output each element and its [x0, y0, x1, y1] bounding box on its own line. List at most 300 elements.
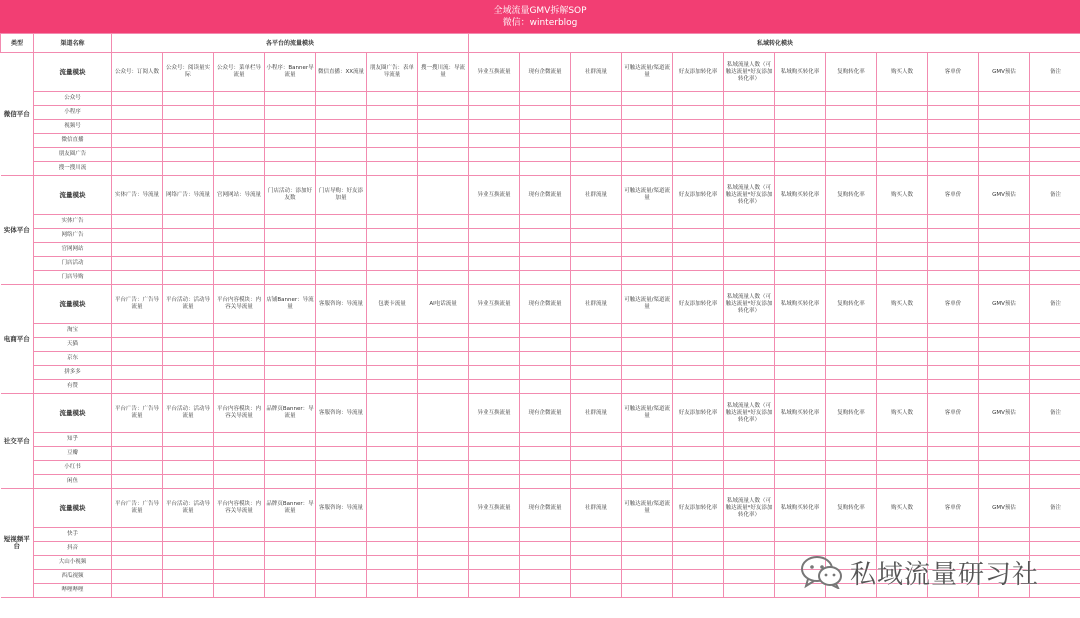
- empty-cell: [469, 461, 520, 475]
- empty-cell: [112, 120, 163, 134]
- channel-name: 天猫: [34, 338, 112, 352]
- empty-cell: [826, 324, 877, 338]
- empty-cell: [265, 528, 316, 542]
- empty-cell: [622, 148, 673, 162]
- empty-cell: [265, 556, 316, 570]
- empty-cell: [826, 106, 877, 120]
- private-col-cell: 可触达流量/渠道流量: [622, 394, 673, 433]
- header-private-modules: 私域转化模块: [469, 34, 1080, 53]
- empty-cell: [571, 243, 622, 257]
- empty-cell: [520, 570, 571, 584]
- wechat-icon: [800, 555, 844, 589]
- empty-cell: [1030, 433, 1080, 447]
- empty-cell: [571, 352, 622, 366]
- empty-cell: [775, 528, 826, 542]
- empty-cell: [418, 447, 469, 461]
- private-col-cell: 现有企微流量: [520, 176, 571, 215]
- empty-cell: [775, 447, 826, 461]
- empty-cell: [367, 584, 418, 598]
- empty-cell: [571, 148, 622, 162]
- empty-cell: [1030, 528, 1080, 542]
- empty-cell: [520, 324, 571, 338]
- empty-cell: [928, 447, 979, 461]
- empty-cell: [826, 92, 877, 106]
- empty-cell: [928, 366, 979, 380]
- empty-cell: [163, 528, 214, 542]
- empty-cell: [163, 447, 214, 461]
- empty-cell: [673, 229, 724, 243]
- empty-cell: [367, 447, 418, 461]
- empty-cell: [214, 528, 265, 542]
- empty-cell: [316, 257, 367, 271]
- empty-cell: [1030, 447, 1080, 461]
- empty-cell: [418, 338, 469, 352]
- empty-cell: [214, 134, 265, 148]
- empty-cell: [877, 106, 928, 120]
- empty-cell: [1030, 475, 1080, 489]
- empty-cell: [163, 380, 214, 394]
- empty-cell: [571, 528, 622, 542]
- empty-cell: [214, 120, 265, 134]
- channel-name: 微信直播: [34, 134, 112, 148]
- private-col-cell: 异业互换流量: [469, 394, 520, 433]
- empty-cell: [877, 120, 928, 134]
- empty-cell: [775, 271, 826, 285]
- empty-cell: [928, 162, 979, 176]
- empty-cell: [265, 352, 316, 366]
- empty-cell: [826, 461, 877, 475]
- empty-cell: [673, 584, 724, 598]
- header-type: 类型: [1, 34, 34, 53]
- empty-cell: [520, 352, 571, 366]
- empty-cell: [724, 461, 775, 475]
- channel-name: 有赞: [34, 380, 112, 394]
- private-col-cell: 现有企微流量: [520, 53, 571, 92]
- module-cell: 小程序：Banner导流量: [265, 53, 316, 92]
- empty-cell: [928, 352, 979, 366]
- module-cell: 朋友圈广告：表单导流量: [367, 53, 418, 92]
- empty-cell: [724, 366, 775, 380]
- private-col-cell: 私域流量人数（可触达流量*好友添加转化率）: [724, 285, 775, 324]
- empty-cell: [520, 433, 571, 447]
- private-col-cell: 异业互换流量: [469, 176, 520, 215]
- channel-row: [1, 324, 1080, 338]
- empty-cell: [214, 162, 265, 176]
- channel-row: [1, 243, 1080, 257]
- empty-cell: [418, 120, 469, 134]
- empty-cell: [622, 570, 673, 584]
- channel-name: 朋友圈广告: [34, 148, 112, 162]
- empty-cell: [367, 257, 418, 271]
- channel-name: 官网网站: [34, 243, 112, 257]
- empty-cell: [316, 556, 367, 570]
- empty-cell: [367, 243, 418, 257]
- private-col-cell: 购买人数: [877, 394, 928, 433]
- empty-cell: [265, 584, 316, 598]
- empty-cell: [673, 433, 724, 447]
- private-col-cell: 私域购买转化率: [775, 394, 826, 433]
- empty-cell: [520, 556, 571, 570]
- empty-cell: [112, 433, 163, 447]
- empty-cell: [979, 257, 1030, 271]
- empty-cell: [520, 447, 571, 461]
- private-col-cell: 客单价: [928, 489, 979, 528]
- empty-cell: [775, 461, 826, 475]
- empty-cell: [571, 257, 622, 271]
- empty-cell: [265, 433, 316, 447]
- module-cell: 店铺Banner：导流量: [265, 285, 316, 324]
- module-cell: 平台广告：广告导流量: [112, 489, 163, 528]
- empty-cell: [979, 338, 1030, 352]
- empty-cell: [826, 433, 877, 447]
- channel-name: 公众号: [34, 92, 112, 106]
- empty-cell: [571, 461, 622, 475]
- empty-cell: [214, 271, 265, 285]
- module-cell: 品牌页Banner：导流量: [265, 394, 316, 433]
- empty-cell: [469, 433, 520, 447]
- empty-cell: [214, 447, 265, 461]
- empty-cell: [622, 584, 673, 598]
- empty-cell: [877, 134, 928, 148]
- empty-cell: [112, 92, 163, 106]
- empty-cell: [673, 92, 724, 106]
- empty-cell: [520, 162, 571, 176]
- channel-row: [1, 447, 1080, 461]
- private-col-cell: GMV预估: [979, 53, 1030, 92]
- empty-cell: [367, 352, 418, 366]
- empty-cell: [265, 229, 316, 243]
- empty-cell: [724, 148, 775, 162]
- empty-cell: [367, 475, 418, 489]
- empty-cell: [673, 447, 724, 461]
- empty-cell: [979, 243, 1030, 257]
- module-row: [1, 176, 1080, 215]
- empty-cell: [367, 92, 418, 106]
- empty-cell: [214, 338, 265, 352]
- empty-cell: [622, 461, 673, 475]
- empty-cell: [724, 257, 775, 271]
- empty-cell: [724, 433, 775, 447]
- empty-cell: [622, 366, 673, 380]
- empty-cell: [928, 92, 979, 106]
- empty-cell: [163, 366, 214, 380]
- empty-cell: [265, 120, 316, 134]
- empty-cell: [622, 243, 673, 257]
- empty-cell: [775, 338, 826, 352]
- empty-cell: [112, 229, 163, 243]
- empty-cell: [214, 570, 265, 584]
- empty-cell: [673, 148, 724, 162]
- empty-cell: [724, 120, 775, 134]
- empty-cell: [214, 92, 265, 106]
- empty-cell: [367, 215, 418, 229]
- private-col-cell: 现有企微流量: [520, 285, 571, 324]
- empty-cell: [418, 162, 469, 176]
- empty-cell: [367, 271, 418, 285]
- empty-cell: [775, 148, 826, 162]
- empty-cell: [418, 92, 469, 106]
- module-cell: [367, 489, 418, 528]
- empty-cell: [928, 229, 979, 243]
- channel-name: 视频号: [34, 120, 112, 134]
- channel-row: [1, 338, 1080, 352]
- private-col-cell: 购买人数: [877, 489, 928, 528]
- empty-cell: [622, 106, 673, 120]
- empty-cell: [418, 215, 469, 229]
- empty-cell: [571, 162, 622, 176]
- empty-cell: [673, 271, 724, 285]
- module-cell: 平台活动：活动导流量: [163, 285, 214, 324]
- empty-cell: [724, 271, 775, 285]
- empty-cell: [622, 92, 673, 106]
- private-col-cell: 私域流量人数（可触达流量*好友添加转化率）: [724, 489, 775, 528]
- module-cell: AI电话流量: [418, 285, 469, 324]
- empty-cell: [316, 120, 367, 134]
- empty-cell: [112, 243, 163, 257]
- empty-cell: [214, 366, 265, 380]
- channel-row: [1, 271, 1080, 285]
- empty-cell: [979, 352, 1030, 366]
- empty-cell: [673, 542, 724, 556]
- empty-cell: [571, 338, 622, 352]
- empty-cell: [520, 243, 571, 257]
- empty-cell: [316, 106, 367, 120]
- empty-cell: [928, 120, 979, 134]
- module-label: 流量模块: [34, 176, 112, 215]
- empty-cell: [826, 148, 877, 162]
- channel-name: 知乎: [34, 433, 112, 447]
- empty-cell: [265, 257, 316, 271]
- empty-cell: [469, 366, 520, 380]
- module-cell: 平台内容模块：内容关导流量: [214, 489, 265, 528]
- empty-cell: [520, 92, 571, 106]
- private-col-cell: 私域流量人数（可触达流量*好友添加转化率）: [724, 394, 775, 433]
- module-cell: 公众号：阅读量实际: [163, 53, 214, 92]
- empty-cell: [1030, 134, 1080, 148]
- empty-cell: [112, 475, 163, 489]
- empty-cell: [112, 134, 163, 148]
- empty-cell: [316, 475, 367, 489]
- empty-cell: [928, 324, 979, 338]
- module-cell: 门店活动：添加好友数: [265, 176, 316, 215]
- empty-cell: [316, 352, 367, 366]
- empty-cell: [163, 324, 214, 338]
- empty-cell: [520, 257, 571, 271]
- empty-cell: [775, 215, 826, 229]
- empty-cell: [1030, 92, 1080, 106]
- empty-cell: [775, 134, 826, 148]
- empty-cell: [214, 542, 265, 556]
- empty-cell: [1030, 271, 1080, 285]
- private-col-cell: 购买人数: [877, 176, 928, 215]
- empty-cell: [520, 528, 571, 542]
- empty-cell: [724, 380, 775, 394]
- empty-cell: [775, 243, 826, 257]
- channel-name: 网络广告: [34, 229, 112, 243]
- module-cell: 平台广告：广告导流量: [112, 394, 163, 433]
- channel-row: [1, 229, 1080, 243]
- empty-cell: [214, 257, 265, 271]
- empty-cell: [367, 106, 418, 120]
- private-col-cell: 复购转化率: [826, 285, 877, 324]
- empty-cell: [1030, 148, 1080, 162]
- empty-cell: [877, 475, 928, 489]
- empty-cell: [469, 475, 520, 489]
- empty-cell: [520, 229, 571, 243]
- empty-cell: [826, 229, 877, 243]
- empty-cell: [571, 324, 622, 338]
- empty-cell: [418, 542, 469, 556]
- private-col-cell: 好友添加转化率: [673, 285, 724, 324]
- empty-cell: [724, 229, 775, 243]
- private-col-cell: 复购转化率: [826, 394, 877, 433]
- empty-cell: [214, 433, 265, 447]
- empty-cell: [979, 433, 1030, 447]
- empty-cell: [265, 447, 316, 461]
- empty-cell: [979, 528, 1030, 542]
- empty-cell: [724, 134, 775, 148]
- empty-cell: [112, 556, 163, 570]
- empty-cell: [469, 106, 520, 120]
- empty-cell: [928, 148, 979, 162]
- empty-cell: [520, 380, 571, 394]
- empty-cell: [163, 92, 214, 106]
- empty-cell: [571, 475, 622, 489]
- channel-row: [1, 352, 1080, 366]
- channel-name: 搜一搜川流: [34, 162, 112, 176]
- channel-row: [1, 92, 1080, 106]
- empty-cell: [826, 447, 877, 461]
- empty-cell: [928, 380, 979, 394]
- private-col-cell: 私域购买转化率: [775, 176, 826, 215]
- empty-cell: [826, 366, 877, 380]
- empty-cell: [316, 134, 367, 148]
- empty-cell: [928, 106, 979, 120]
- channel-row: [1, 528, 1080, 542]
- empty-cell: [622, 257, 673, 271]
- empty-cell: [469, 380, 520, 394]
- module-row: [1, 285, 1080, 324]
- private-col-cell: GMV预估: [979, 176, 1030, 215]
- private-col-cell: 购买人数: [877, 53, 928, 92]
- empty-cell: [775, 366, 826, 380]
- empty-cell: [724, 162, 775, 176]
- empty-cell: [112, 461, 163, 475]
- empty-cell: [724, 475, 775, 489]
- empty-cell: [1030, 338, 1080, 352]
- empty-cell: [928, 271, 979, 285]
- empty-cell: [673, 162, 724, 176]
- empty-cell: [775, 380, 826, 394]
- empty-cell: [673, 120, 724, 134]
- empty-cell: [622, 556, 673, 570]
- empty-cell: [1030, 229, 1080, 243]
- empty-cell: [469, 570, 520, 584]
- empty-cell: [724, 542, 775, 556]
- empty-cell: [571, 380, 622, 394]
- module-cell: 公众号：订阅人数: [112, 53, 163, 92]
- empty-cell: [112, 584, 163, 598]
- channel-name: 京东: [34, 352, 112, 366]
- empty-cell: [877, 243, 928, 257]
- empty-cell: [367, 542, 418, 556]
- empty-cell: [316, 584, 367, 598]
- empty-cell: [418, 134, 469, 148]
- empty-cell: [877, 461, 928, 475]
- empty-cell: [673, 366, 724, 380]
- channel-row: [1, 461, 1080, 475]
- empty-cell: [622, 134, 673, 148]
- channel-name: 闲鱼: [34, 475, 112, 489]
- empty-cell: [418, 324, 469, 338]
- empty-cell: [571, 447, 622, 461]
- empty-cell: [163, 556, 214, 570]
- module-cell: 平台广告：广告导流量: [112, 285, 163, 324]
- empty-cell: [571, 92, 622, 106]
- sop-title: 全域流量GMV拆解SOP: [493, 6, 587, 16]
- empty-cell: [163, 243, 214, 257]
- module-cell: 实体广告：导流量: [112, 176, 163, 215]
- empty-cell: [469, 257, 520, 271]
- header-channel: 渠道名称: [34, 34, 112, 53]
- empty-cell: [316, 229, 367, 243]
- empty-cell: [571, 570, 622, 584]
- empty-cell: [622, 433, 673, 447]
- module-label: 流量模块: [34, 285, 112, 324]
- empty-cell: [112, 148, 163, 162]
- empty-cell: [877, 229, 928, 243]
- private-col-cell: 私域流量人数（可触达流量*好友添加转化率）: [724, 176, 775, 215]
- watermark: [800, 552, 1039, 592]
- empty-cell: [826, 243, 877, 257]
- empty-cell: [928, 528, 979, 542]
- empty-cell: [622, 447, 673, 461]
- empty-cell: [724, 584, 775, 598]
- empty-cell: [1030, 243, 1080, 257]
- empty-cell: [418, 584, 469, 598]
- empty-cell: [316, 433, 367, 447]
- private-col-cell: 异业互换流量: [469, 489, 520, 528]
- empty-cell: [214, 215, 265, 229]
- empty-cell: [571, 366, 622, 380]
- empty-cell: [112, 542, 163, 556]
- empty-cell: [418, 106, 469, 120]
- empty-cell: [367, 338, 418, 352]
- empty-cell: [367, 148, 418, 162]
- empty-cell: [775, 352, 826, 366]
- module-row: [1, 489, 1080, 528]
- channel-name: 淘宝: [34, 324, 112, 338]
- empty-cell: [418, 380, 469, 394]
- empty-cell: [367, 120, 418, 134]
- channel-name: 快手: [34, 528, 112, 542]
- module-cell: [418, 394, 469, 433]
- empty-cell: [826, 162, 877, 176]
- private-col-cell: 客单价: [928, 53, 979, 92]
- empty-cell: [673, 243, 724, 257]
- empty-cell: [265, 475, 316, 489]
- empty-cell: [571, 433, 622, 447]
- channel-name: 门店导购: [34, 271, 112, 285]
- private-col-cell: 备注: [1030, 394, 1080, 433]
- empty-cell: [1030, 324, 1080, 338]
- module-label: 流量模块: [34, 394, 112, 433]
- sop-subtitle: 微信：winterblog: [502, 18, 578, 28]
- empty-cell: [367, 380, 418, 394]
- empty-cell: [520, 271, 571, 285]
- private-col-cell: 复购转化率: [826, 53, 877, 92]
- empty-cell: [316, 542, 367, 556]
